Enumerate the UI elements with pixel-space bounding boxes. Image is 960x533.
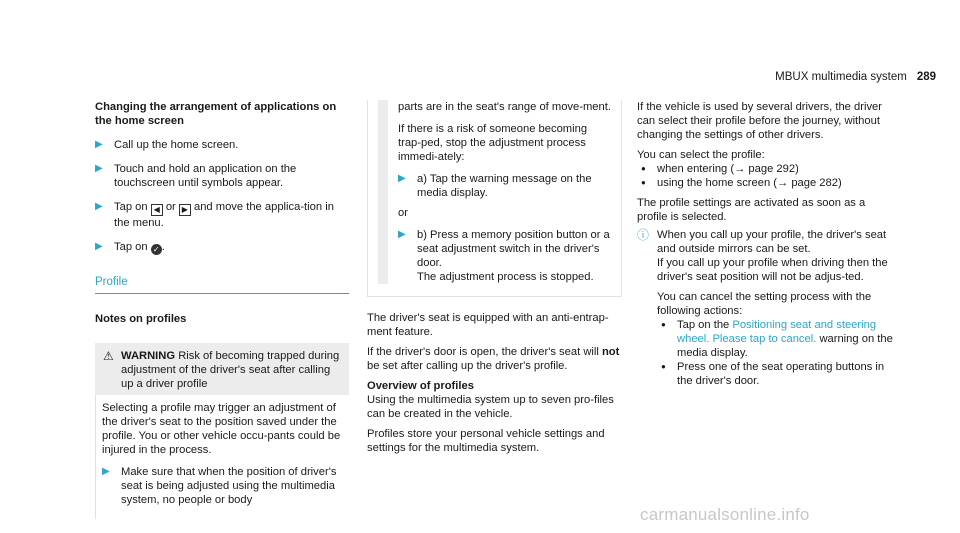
step-4 xyxy=(95,240,349,255)
step-2 xyxy=(95,162,349,190)
warning-icon: ⚠ xyxy=(103,349,114,363)
or-text: or xyxy=(398,207,408,219)
list-item: ● using the home screen (→ page 282) xyxy=(641,177,842,189)
step-text: Call up the home screen. xyxy=(114,139,239,151)
warning-continuation xyxy=(367,100,622,297)
arrow-icon: ▶ xyxy=(95,201,103,212)
display-message-link: Positioning seat and steering wheel. Please tap to cancel. xyxy=(677,319,877,345)
activation-text: The profile settings are activated as soon as a profile is selected. xyxy=(637,197,866,223)
warning-header xyxy=(95,343,349,395)
step-text: Tap on ✓ . xyxy=(114,241,165,254)
risk-paragraph: If there is a risk of someone becoming trap-ped, stop the adjustment process immedi-ately: xyxy=(398,123,588,163)
page-number: 289 xyxy=(916,71,936,83)
profile-section-title: Profile xyxy=(95,275,349,294)
step-1 xyxy=(95,138,349,152)
column-1 xyxy=(95,100,349,519)
step-3 xyxy=(95,200,349,230)
column-2 xyxy=(367,100,622,455)
warning-label: WARNING xyxy=(121,350,176,362)
watermark: carmanualsonline.info xyxy=(640,505,810,524)
profiles-store-text: Profiles store your personal vehicle settings and settings for the multimedia system. xyxy=(367,428,605,454)
step-text: Tap on ◀ or ▶ and move the applica-tion in the menu. xyxy=(114,201,334,229)
multiple-drivers-text: If the vehicle is used by several drivers, the driver can select their profile before the journey, without changing the settings of other drivers. xyxy=(637,101,882,141)
overview-heading: Overview of profiles xyxy=(367,380,474,392)
section-heading: Changing the arrangement of applications on the home screen xyxy=(95,101,337,127)
list-item: ● when entering (→ page 292) xyxy=(641,163,799,175)
list-item: ● Tap on the Positioning seat and steering wheel. Please tap to cancel. warning on the media display. xyxy=(661,319,893,359)
select-profile-text: You can select the profile: xyxy=(637,149,765,161)
right-key-icon: ▶ xyxy=(179,204,191,216)
check-icon: ✓ xyxy=(151,244,162,255)
list-item: ● Press one of the seat operating buttons in the driver's door. xyxy=(661,361,885,387)
continued-text: parts are in the seat's range of move-ment. xyxy=(398,101,611,113)
page-header xyxy=(756,70,936,84)
left-key-icon: ◀ xyxy=(151,204,163,216)
arrow-icon: ▶ xyxy=(95,163,103,174)
step-text: Touch and hold an application on the touchscreen until symbols appear. xyxy=(114,163,297,189)
arrow-icon: ▶ xyxy=(398,229,406,240)
notes-heading: Notes on profiles xyxy=(95,313,187,325)
overview-text: Using the multimedia system up to seven pro-files can be created in the vehicle. xyxy=(367,394,614,420)
arrow-icon: ▶ xyxy=(95,241,103,252)
warning-box xyxy=(95,343,349,519)
arrow-icon: ▶ xyxy=(95,139,103,150)
anti-entrapment-text: The driver's seat is equipped with an anti-entrap-ment feature. xyxy=(367,312,609,338)
warning-body xyxy=(95,395,349,519)
manual-title: MBUX multimedia system xyxy=(775,71,907,83)
info-icon: ⓘ xyxy=(637,228,650,242)
warning-paragraph: Selecting a profile may trigger an adjustment of the driver's seat to the position saved under the profile. You or other vehicle occu-pants could be injured in the process. xyxy=(102,402,341,456)
info-note: ⓘ When you call up your profile, the driver's seat and outside mirrors can be set. If you call up your profile when driving then the driver's seat position will not be adjus-ted. You can cancel the setting process with the following actions: ● Tap on the Positioning seat and steering wheel. Please tap to cancel. warning on the media display. ● Press one of the seat operating buttons in the driver's door. xyxy=(637,228,895,388)
arrow-icon: ▶ xyxy=(398,173,406,184)
arrow-icon: ▶ xyxy=(102,466,110,477)
step-a: ▶ a) Tap the warning message on the media display. xyxy=(398,173,592,199)
step-b: ▶ b) Press a memory position button or a seat adjustment switch in the driver's door. The adjustment process is stopped. xyxy=(398,229,610,283)
door-open-text: If the driver's door is open, the driver's seat will not be set after calling up the driver's profile. xyxy=(367,346,620,372)
warning-text: Risk of becoming trapped during adjustment of the driver's seat after calling up a driver profile xyxy=(121,350,340,390)
warning-step: ▶ Make sure that when the position of driver's seat is being adjusted using the multimedia system, no people or body xyxy=(102,466,337,506)
column-3 xyxy=(637,100,895,388)
